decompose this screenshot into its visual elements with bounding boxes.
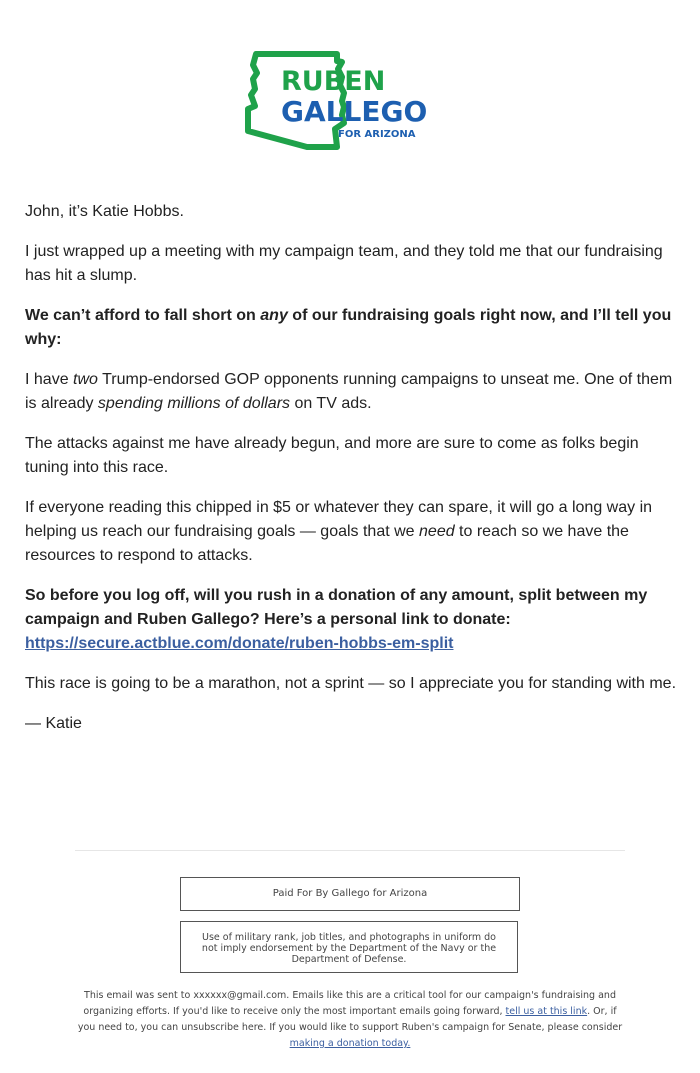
paragraph-7: This race is going to be a marathon, not a sprint — so I appreciate you for standing with me. xyxy=(25,675,677,692)
campaign-logo[interactable] xyxy=(245,49,445,151)
footer-notice: This email was sent to xxxxxx@gmail.com. Emails like this are a critical tool for our campaign's fundraising and organizing efforts. If you'd like to receive only the most important emails going forward, tell us at this link. Or, if you need to, you can unsubscribe here. If you would like to support Ruben's campaign for Senate, please consider making a donation today. xyxy=(77,990,623,1049)
recipient-email: xxxxxx@gmail.com xyxy=(193,990,287,1001)
donation-link[interactable]: making a donation today. xyxy=(289,1038,411,1049)
paragraph-2: We can’t afford to fall short on any of our fundraising goals right now, and I’ll tell you why: xyxy=(25,307,672,348)
greeting: John, it’s Katie Hobbs. xyxy=(25,203,184,220)
logo-line-1: RUBEN xyxy=(281,66,386,97)
paid-for-box xyxy=(180,877,520,911)
signoff: — Katie xyxy=(25,715,82,732)
arizona-state-outline-icon xyxy=(245,49,445,151)
email-body xyxy=(25,200,680,752)
logo-line-2: GALLEGO xyxy=(281,95,428,128)
paid-for-text: Paid For By Gallego for Arizona xyxy=(272,888,428,899)
paragraph-1: I just wrapped up a meeting with my campaign team, and they told me that our fundraising has hit a slump. xyxy=(25,243,663,284)
paragraph-6: So before you log off, will you rush in a donation of any amount, split between my campaign and Ruben Gallego? Here’s a personal link to donate: https://secure.actblue.com/donate/ruben-hobbs-em-split xyxy=(25,587,648,652)
paragraph-5: If everyone reading this chipped in $5 or whatever they can spare, it will go a long way in helping us reach our fundraising goals — goals that we need to reach so we have the resources to respond to attacks. xyxy=(25,499,653,564)
header xyxy=(0,45,700,155)
tell-us-link[interactable]: tell us at this link xyxy=(505,1006,588,1017)
disclaimer-box xyxy=(180,921,518,973)
paragraph-4: The attacks against me have already begun, and more are sure to come as folks begin tuning into this race. xyxy=(25,435,639,476)
donate-link[interactable]: https://secure.actblue.com/donate/ruben-hobbs-em-split xyxy=(25,635,454,652)
disclaimer-text: Use of military rank, job titles, and photographs in uniform do not imply endorsement by the Department of the Navy or the Department of Defense. xyxy=(201,932,497,965)
footer-divider xyxy=(75,850,625,851)
paragraph-3: I have two Trump-endorsed GOP opponents running campaigns to unseat me. One of them is already spending millions of dollars on TV ads. xyxy=(25,371,673,412)
logo-line-3: FOR ARIZONA xyxy=(338,129,416,140)
